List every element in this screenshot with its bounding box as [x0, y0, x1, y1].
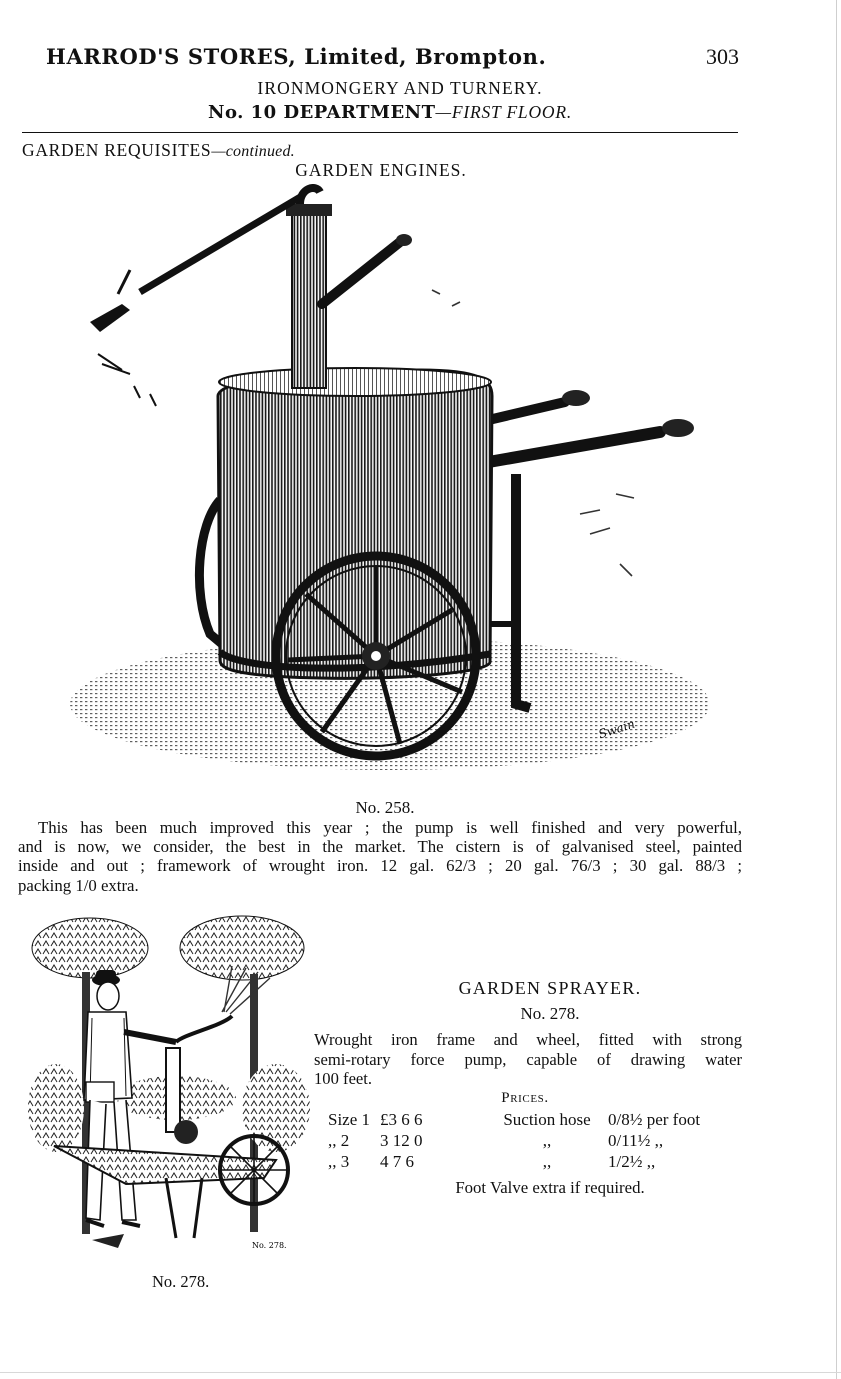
sprayer-description-line: semi-rotary force pump, capable of drawing water — [314, 1049, 742, 1069]
hose-price-cell: 1/2½ ,, — [608, 1152, 656, 1171]
sprayer-number: No. 278. — [520, 1004, 580, 1023]
price-row — [328, 1110, 728, 1131]
garden-sprayer-illustration — [26, 908, 310, 1264]
price-cell: 4 7 6 — [380, 1152, 414, 1171]
prices-heading: Prices. — [501, 1090, 549, 1106]
hose-label-cell: ,, — [542, 1131, 552, 1150]
department-line: IRONMONGERY AND TURNERY. — [257, 78, 543, 98]
sprayer-description-line: 100 feet. — [314, 1069, 373, 1088]
engine-description-line: and is now, we consider, the best in the market. The cistern is of galvanised steel, painted — [18, 837, 742, 857]
engine-description-line: inside and out ; framework of wrought iron. 12 gal. 62/3 ; 20 gal. 76/3 ; 30 gal. 88/3 ; — [18, 856, 742, 876]
section-continued: —continued. — [211, 143, 295, 160]
page-edge-right — [836, 0, 837, 1379]
engraver-signature: Swain — [596, 716, 637, 742]
header-rule — [22, 132, 738, 133]
size-cell: ,, 2 — [328, 1131, 350, 1150]
hose-price-cell: 0/11½ ,, — [608, 1131, 664, 1150]
section-title — [22, 140, 295, 161]
section-subtitle: GARDEN ENGINES. — [295, 160, 467, 180]
tank — [218, 370, 492, 678]
sprayer-description — [314, 1030, 742, 1089]
engine-caption: No. 258. — [355, 798, 415, 817]
department-floor: —FIRST FLOOR. — [435, 102, 573, 122]
delivery-pipe — [140, 196, 302, 292]
engine-description-line: packing 1/0 extra. — [18, 875, 139, 895]
tree-foliage — [32, 918, 148, 978]
store-heading: HARROD'S STORES, Limited, Brompton. — [46, 44, 547, 69]
price-row — [328, 1152, 728, 1173]
sprayer-description-line: Wrought iron frame and wheel, fitted with strong — [314, 1030, 742, 1049]
engine-description-line: This has been much improved this year ; the pump is well finished and very powerful, — [38, 818, 742, 837]
hose-label-cell: ,, — [542, 1152, 552, 1171]
sprayer-title: GARDEN SPRAYER. — [458, 978, 642, 998]
size-cell: Size 1 — [328, 1110, 371, 1129]
sprayer-caption: No. 278. — [152, 1272, 210, 1291]
tree-foliage — [180, 916, 304, 980]
plate-label: No. 278. — [252, 1241, 287, 1250]
pump-lever — [322, 242, 400, 304]
size-cell: ,, 3 — [328, 1152, 350, 1171]
price-row — [328, 1131, 728, 1152]
department-number: No. 10 DEPARTMENT — [207, 102, 436, 123]
page-number: 303 — [706, 44, 739, 69]
garden-engine-illustration — [60, 184, 720, 796]
price-cell: 3 12 0 — [380, 1131, 423, 1150]
foot-valve-note: Foot Valve extra if required. — [455, 1178, 645, 1197]
price-cell: £3 6 6 — [380, 1110, 423, 1129]
engine-description — [18, 818, 742, 895]
hose-price-cell: 0/8½ per foot — [608, 1110, 701, 1129]
spray-nozzle — [90, 304, 130, 332]
price-table — [328, 1110, 728, 1173]
page-edge-bottom — [0, 1372, 841, 1373]
section-title-text: GARDEN REQUISITES — [22, 140, 212, 160]
department-heading — [0, 102, 780, 124]
hose-label-cell: Suction hose — [503, 1110, 591, 1129]
